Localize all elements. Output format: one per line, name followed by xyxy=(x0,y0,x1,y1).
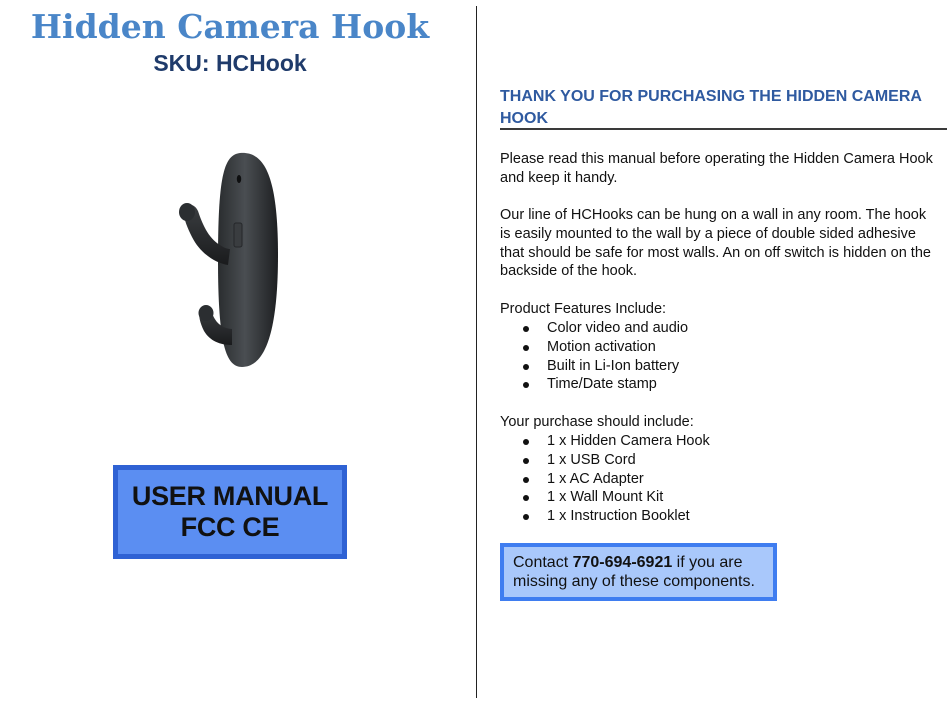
page-divider xyxy=(476,6,477,698)
list-item-label: 1 x Wall Mount Kit xyxy=(547,489,664,506)
page-title: Hidden Camera Hook xyxy=(30,7,430,46)
list-item-label: Built in Li-Ion battery xyxy=(547,357,680,374)
includes-list xyxy=(500,432,900,526)
bullet-icon xyxy=(523,514,529,520)
list-item xyxy=(500,432,900,451)
contact-line-2: missing any of these components. xyxy=(513,573,755,590)
contact-suffix: if you are xyxy=(672,554,743,571)
list-item-label: Motion activation xyxy=(547,338,656,355)
bullet-icon xyxy=(523,345,529,351)
list-item xyxy=(500,451,900,470)
list-item xyxy=(500,319,900,338)
heading-rule xyxy=(500,128,947,130)
features-label: Product Features Include: xyxy=(500,301,667,317)
intro-paragraph: Please read this manual before operating the Hidden Camera Hook and keep it handy. xyxy=(500,151,933,186)
contact-phone: 770-694-6921 xyxy=(572,554,673,571)
bullet-icon xyxy=(523,382,529,388)
contact-line-1 xyxy=(513,553,773,572)
right-page xyxy=(500,0,946,716)
list-item-label: 1 x Hidden Camera Hook xyxy=(547,433,710,449)
sku-label: SKU: HCHook xyxy=(153,50,307,76)
bullet-icon xyxy=(523,495,529,501)
list-item xyxy=(500,338,900,357)
list-item xyxy=(500,375,900,394)
bullet-icon xyxy=(523,439,529,445)
camera-hook-photo xyxy=(160,145,300,375)
includes-label: Your purchase should include: xyxy=(500,414,694,430)
bullet-icon xyxy=(523,326,529,332)
bullet-icon xyxy=(523,364,529,370)
bullet-icon xyxy=(523,477,529,483)
list-item xyxy=(500,488,900,507)
contact-prefix: Contact xyxy=(513,554,573,571)
manual-title: USER MANUAL xyxy=(131,481,329,511)
list-item-label: Time/Date stamp xyxy=(547,376,657,393)
list-item xyxy=(500,507,900,526)
list-item xyxy=(500,357,900,376)
manual-certifications: FCC CE xyxy=(180,512,280,542)
section-heading: THANK YOU FOR PURCHASING THE HIDDEN CAMERA HOOK xyxy=(500,88,922,127)
user-manual-banner xyxy=(113,465,347,559)
contact-callout xyxy=(500,543,777,601)
list-item-label: 1 x AC Adapter xyxy=(547,470,644,487)
description-paragraph: Our line of HCHooks can be hung on a wall in any room. The hook is easily mounted to the wall by a piece of double sided adhesive that should be safe for most walls. An on off switch is hidden on the backside of the hook. xyxy=(500,207,931,280)
list-item xyxy=(500,470,900,489)
bullet-icon xyxy=(523,458,529,464)
features-list xyxy=(500,319,900,394)
list-item-label: 1 x Instruction Booklet xyxy=(547,508,690,525)
list-item-label: 1 x USB Cord xyxy=(547,451,636,468)
list-item-label: Color video and audio xyxy=(547,320,689,336)
